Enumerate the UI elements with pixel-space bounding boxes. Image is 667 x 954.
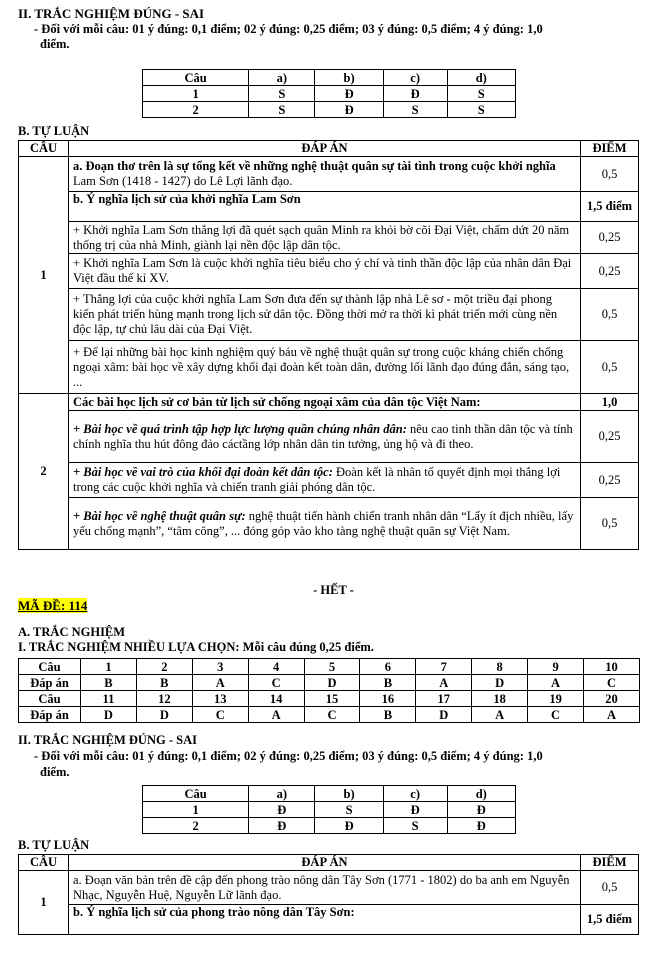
table-header: d) <box>447 786 516 802</box>
col-cau-header: CÂU <box>19 141 69 157</box>
table-header: b) <box>315 70 383 86</box>
table-cell: S <box>447 102 516 118</box>
scoring-note-end: điểm. <box>40 37 70 51</box>
answer-text-bold-italic: + Bài học về quá trình tập hợp lực lượng quần chúng nhân dân: <box>73 421 407 436</box>
true-false-table-1 <box>142 69 516 118</box>
multiple-choice-answer-table <box>18 658 640 723</box>
table-cell: Đ <box>315 818 383 834</box>
table-header: c) <box>383 70 447 86</box>
table-cell: D <box>416 707 472 723</box>
table-cell: 10 <box>584 659 640 675</box>
table-row <box>143 102 516 118</box>
score: 1,5 điểm <box>581 905 639 935</box>
section-heading-true-false: II. TRẮC NGHIỆM ĐÚNG - SAI <box>18 6 205 21</box>
answer-text: nghệ thuật tiến hành chiến tranh nhân dân “Lấy ít địch nhiều, lấy yếu chống mạnh”, “tâm công”, ... đóng góp vào kho tàng nghệ thuật quân sự Việt Nam. <box>73 508 574 538</box>
table-cell: Câu <box>19 659 81 675</box>
answer-text: nêu cao tinh thần dân tộc và tính chính nghĩa thu hút đông đảo cáctầng lớp nhân dân tin tưởng, ủng hộ và đi theo. <box>73 421 573 451</box>
table-cell: D <box>472 675 528 691</box>
answer-text: Đoàn kết là nhân tố quyết định mọi thắng lợi trong các cuộc khởi nghĩa và chiến tranh giải phóng dân tộc. <box>73 465 561 494</box>
score: 0,5 <box>581 341 639 394</box>
table-cell: A <box>472 707 528 723</box>
table-cell: 1 <box>143 802 249 818</box>
table-cell: Đ <box>383 802 447 818</box>
table-row <box>19 675 640 691</box>
col-dap-an-header: ĐÁP ÁN <box>69 141 581 157</box>
table-cell: C <box>584 675 640 691</box>
table-row <box>19 341 639 394</box>
table-cell: 19 <box>528 691 584 707</box>
table-cell: Đ <box>249 802 315 818</box>
table-cell: B <box>360 675 416 691</box>
table-cell: 18 <box>472 691 528 707</box>
answer-text: Các bài học lịch sử cơ bản từ lịch sử chống ngoại xâm của dân tộc Việt Nam: <box>69 394 581 411</box>
table-cell: Đ <box>447 818 516 834</box>
answer-text: b. Ý nghĩa lịch sử của phong trào nông dân Tây Sơn: <box>69 905 581 935</box>
table-cell: 13 <box>192 691 248 707</box>
col-dap-an-header: ĐÁP ÁN <box>69 855 581 871</box>
table-cell: A <box>192 675 248 691</box>
end-mark: - HẾT - <box>313 583 354 597</box>
table-cell: D <box>136 707 192 723</box>
score: 0,25 <box>581 254 639 289</box>
table-cell: Đ <box>315 102 383 118</box>
table-cell: A <box>416 675 472 691</box>
essay-answer-table-1 <box>18 140 639 550</box>
table-cell: 5 <box>304 659 360 675</box>
table-cell: 12 <box>136 691 192 707</box>
table-cell: C <box>304 707 360 723</box>
score: 0,5 <box>581 289 639 341</box>
table-header: a) <box>249 786 315 802</box>
answer-text: + Thắng lợi của cuộc khởi nghĩa Lam Sơn đưa đến sự thành lập nhà Lê sơ - một triều đại phong kiến phát triển hùng mạnh trong lịch sử dân tộc. Đồng thời mở ra thời kì phát triển mới cùng nền độc lập, tự chủ lâu dài của Đại Việt. <box>69 289 581 341</box>
table-cell: 20 <box>584 691 640 707</box>
table-row <box>19 659 640 675</box>
answer-text: + Khởi nghĩa Lam Sơn là cuộc khởi nghĩa tiêu biểu cho ý chí và tinh thần độc lập của nhân dân Đại Việt đầu thế kỉ XV. <box>69 254 581 289</box>
table-cell: B <box>360 707 416 723</box>
score: 1,0 <box>581 394 639 411</box>
table-cell: D <box>304 675 360 691</box>
scoring-note-2: - Đối với mỗi câu: 01 ý đúng: 0,1 điểm; 02 ý đúng: 0,25 điểm; 03 ý đúng: 0,5 điểm; 4 ý đúng: 1,0 <box>34 749 543 763</box>
table-header: a) <box>249 70 315 86</box>
table-cell: 3 <box>192 659 248 675</box>
subsection-heading-multiple-choice: I. TRẮC NGHIỆM NHIỀU LỰA CHỌN: Mỗi câu đúng 0,25 điểm. <box>18 640 374 654</box>
exam-code-label: MÃ ĐỀ: 114 <box>18 598 88 613</box>
table-cell: S <box>447 86 516 102</box>
table-cell: 2 <box>136 659 192 675</box>
table-header: Câu <box>143 786 249 802</box>
answer-text: b. Ý nghĩa lịch sử của khởi nghĩa Lam Sơn <box>69 192 581 222</box>
col-diem-header: ĐIỂM <box>581 141 639 157</box>
table-row <box>19 192 639 222</box>
table-cell: Câu <box>19 691 81 707</box>
table-cell: 16 <box>360 691 416 707</box>
score: 0,5 <box>581 871 639 905</box>
col-cau-header: CÂU <box>19 855 69 871</box>
section-heading-multiple-choice: A. TRẮC NGHIỆM <box>18 625 126 639</box>
table-cell: A <box>528 675 584 691</box>
table-header: Câu <box>143 70 249 86</box>
question-number: 1 <box>19 871 69 935</box>
score: 0,25 <box>581 222 639 254</box>
answer-text: + Khởi nghĩa Lam Sơn thắng lợi đã quét sạch quân Minh ra khỏi bờ cõi Đại Việt, chấm dứt 20 năm thống trị của nhà Minh, giành lại nền độc lập dân tộc. <box>69 222 581 254</box>
table-cell: Đ <box>315 86 383 102</box>
table-cell: 1 <box>81 659 137 675</box>
table-cell: A <box>584 707 640 723</box>
table-row <box>19 707 640 723</box>
table-row <box>19 394 639 411</box>
table-cell: C <box>192 707 248 723</box>
table-cell: S <box>315 802 383 818</box>
section-heading-true-false-2: II. TRẮC NGHIỆM ĐÚNG - SAI <box>18 733 197 747</box>
table-cell: B <box>136 675 192 691</box>
score: 0,5 <box>581 498 639 550</box>
table-row <box>19 254 639 289</box>
question-number: 1 <box>19 157 69 394</box>
table-row <box>143 818 516 834</box>
essay-answer-table-2 <box>18 854 639 935</box>
answer-text-bold-italic: + Bài học về vai trò của khối đại đoàn kết dân tộc: <box>73 465 333 479</box>
answer-text-bold: a. Đoạn thơ trên là sự tổng kết về những nghệ thuật quân sự tài tình trong cuộc khởi nghĩa <box>73 159 556 173</box>
table-row <box>143 802 516 818</box>
table-row <box>143 86 516 102</box>
answer-text: Lam Sơn (1418 - 1427) do Lê Lợi lãnh đạo. <box>73 174 293 188</box>
table-cell: C <box>528 707 584 723</box>
table-cell: 17 <box>416 691 472 707</box>
score: 0,5 <box>581 157 639 192</box>
answer-text: a. Đoạn văn bản trên đề cập đến phong trào nông dân Tây Sơn (1771 - 1802) do ba anh em Nguyễn Nhạc, Nguyễn Huệ, Nguyễn Lữ lãnh đạo. <box>69 871 581 905</box>
table-cell: 2 <box>143 818 249 834</box>
table-row <box>19 411 639 463</box>
col-diem-header: ĐIỂM <box>581 855 639 871</box>
table-cell: S <box>383 102 447 118</box>
table-cell: D <box>81 707 137 723</box>
table-cell: 1 <box>143 86 249 102</box>
table-cell: 6 <box>360 659 416 675</box>
table-cell: Đáp án <box>19 675 81 691</box>
table-cell: S <box>249 102 315 118</box>
scoring-note: - Đối với mỗi câu: 01 ý đúng: 0,1 điểm; 02 ý đúng: 0,25 điểm; 03 ý đúng: 0,5 điểm; 4 ý đúng: 1,0 <box>34 22 543 36</box>
table-cell: 2 <box>143 102 249 118</box>
table-cell: 11 <box>81 691 137 707</box>
table-cell: 4 <box>248 659 304 675</box>
score: 0,25 <box>581 411 639 463</box>
table-header: d) <box>447 70 516 86</box>
table-row <box>19 905 639 935</box>
table-header: c) <box>383 786 447 802</box>
section-heading-essay-2: B. TỰ LUẬN <box>18 838 90 852</box>
table-header: b) <box>315 786 383 802</box>
question-number: 2 <box>19 394 69 550</box>
score: 0,25 <box>581 463 639 498</box>
table-row <box>19 871 639 905</box>
table-cell: Đáp án <box>19 707 81 723</box>
table-row <box>19 222 639 254</box>
table-cell: C <box>248 675 304 691</box>
table-cell: A <box>248 707 304 723</box>
section-heading-essay: B. TỰ LUẬN <box>18 124 90 138</box>
table-cell: 14 <box>248 691 304 707</box>
table-row <box>19 463 639 498</box>
exam-code <box>18 598 87 614</box>
table-cell: 15 <box>304 691 360 707</box>
score: 1,5 điểm <box>581 192 639 222</box>
table-row <box>19 691 640 707</box>
table-row <box>19 157 639 192</box>
table-cell: Đ <box>447 802 516 818</box>
table-cell: Đ <box>383 86 447 102</box>
table-cell: S <box>249 86 315 102</box>
table-cell: B <box>81 675 137 691</box>
scoring-note-2-end: điểm. <box>40 765 70 779</box>
answer-text-bold-italic: + Bài học về nghệ thuật quân sự: <box>73 508 246 523</box>
table-cell: S <box>383 818 447 834</box>
table-row <box>19 498 639 550</box>
table-cell: 9 <box>528 659 584 675</box>
table-row <box>19 289 639 341</box>
true-false-table-2 <box>142 785 516 834</box>
answer-text: + Để lại những bài học kinh nghiệm quý báu về nghệ thuật quân sự trong cuộc kháng chiến chống ngoại xâm: bài học về xây dựng khối đại đoàn kết toàn dân, đường lối lãnh đạo đúng đắn, sáng tạo, ... <box>69 341 581 394</box>
table-cell: 8 <box>472 659 528 675</box>
table-cell: Đ <box>249 818 315 834</box>
table-cell: 7 <box>416 659 472 675</box>
